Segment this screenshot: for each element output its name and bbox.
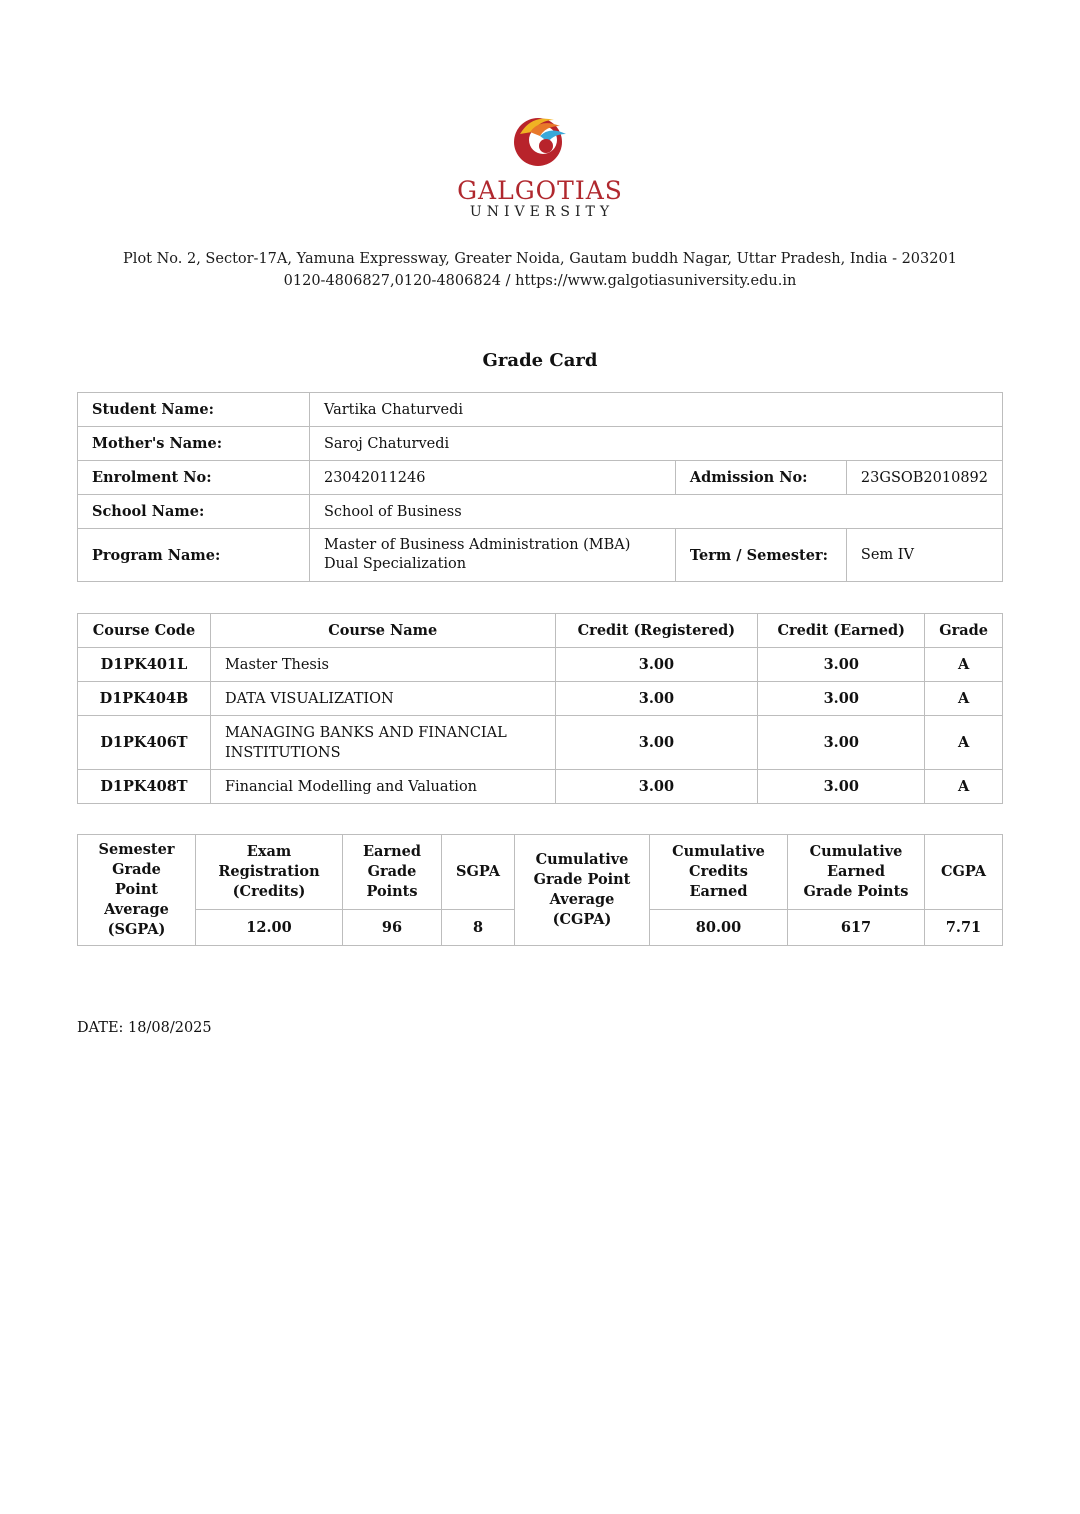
cgpa-header: CGPA xyxy=(925,835,1003,910)
label-line: Earned xyxy=(827,863,885,880)
gpa-summary-table xyxy=(77,834,1003,946)
label-line: Grade Points xyxy=(803,883,909,900)
label-line: Points xyxy=(366,883,418,900)
cgpa-block-label xyxy=(515,835,650,946)
table-row xyxy=(78,529,1003,582)
cumulative-credits-header xyxy=(650,835,788,910)
label-line: Registration xyxy=(218,863,320,880)
page-title: Grade Card xyxy=(482,350,598,371)
grade: A xyxy=(925,648,1003,682)
label-line: Average xyxy=(104,901,169,918)
label-line: (SGPA) xyxy=(107,921,166,938)
table-header-row xyxy=(78,835,1003,910)
credit-earned: 3.00 xyxy=(758,682,925,716)
course-code: D1PK408T xyxy=(78,770,211,804)
sgpa-header: SGPA xyxy=(442,835,515,910)
table-row xyxy=(78,770,1003,804)
contact-line: 0120-4806827,0120-4806824 / https://www.galgotiasuniversity.edu.in xyxy=(283,273,797,289)
term-label: Term / Semester: xyxy=(675,529,846,582)
label-line: (CGPA) xyxy=(552,911,612,928)
course-name xyxy=(210,716,555,770)
address-line: Plot No. 2, Sector-17A, Yamuna Expressway, Greater Noida, Gautam buddh Nagar, Uttar Pradesh, India - 203201 xyxy=(123,251,957,267)
exam-registration-credits: 12.00 xyxy=(196,910,343,946)
label-line: Exam xyxy=(246,843,292,860)
course-name: Master Thesis xyxy=(210,648,555,682)
label-line: Earned xyxy=(689,883,748,900)
table-row xyxy=(78,427,1003,461)
grade: A xyxy=(925,770,1003,804)
term-value: Sem IV xyxy=(846,529,1002,582)
student-name-value: Vartika Chaturvedi xyxy=(309,393,1002,427)
credit-earned: 3.00 xyxy=(758,648,925,682)
course-name-line: MANAGING BANKS AND FINANCIAL xyxy=(224,724,507,741)
course-code: D1PK404B xyxy=(78,682,211,716)
label-line: (Credits) xyxy=(232,883,306,900)
enrolment-label: Enrolment No: xyxy=(78,461,310,495)
column-header: Grade xyxy=(925,614,1003,648)
exam-registration-header xyxy=(196,835,343,910)
earned-grade-points-header xyxy=(343,835,442,910)
column-header: Credit (Earned) xyxy=(758,614,925,648)
column-header: Course Name xyxy=(210,614,555,648)
issue-date: DATE: 18/08/2025 xyxy=(77,1020,212,1036)
credit-earned: 3.00 xyxy=(758,716,925,770)
mother-name-label: Mother's Name: xyxy=(78,427,310,461)
logo-wordmark: GALGOTIAS xyxy=(457,176,623,205)
course-name-line: INSTITUTIONS xyxy=(224,744,341,761)
column-header: Credit (Registered) xyxy=(555,614,758,648)
credit-earned: 3.00 xyxy=(758,770,925,804)
table-header-row xyxy=(78,614,1003,648)
label-line: Credits xyxy=(689,863,748,880)
cumulative-credits-earned: 80.00 xyxy=(650,910,788,946)
credit-registered: 3.00 xyxy=(555,648,758,682)
credit-registered: 3.00 xyxy=(555,770,758,804)
admission-value: 23GSOB2010892 xyxy=(846,461,1002,495)
label-line: Point xyxy=(115,881,158,898)
logo-subtitle: UNIVERSITY xyxy=(469,204,615,220)
table-row xyxy=(78,648,1003,682)
school-value: School of Business xyxy=(309,495,1002,529)
cgpa-value: 7.71 xyxy=(925,910,1003,946)
program-label: Program Name: xyxy=(78,529,310,582)
sgpa-block-label xyxy=(78,835,196,946)
course-code: D1PK401L xyxy=(78,648,211,682)
label-line: Cumulative xyxy=(672,843,765,860)
mother-name-value: Saroj Chaturvedi xyxy=(309,427,1002,461)
label-line: Cumulative xyxy=(535,851,629,868)
earned-grade-points: 96 xyxy=(343,910,442,946)
sgpa-value: 8 xyxy=(442,910,515,946)
label-line: Grade Point xyxy=(533,871,631,888)
university-logo xyxy=(440,108,640,234)
table-row xyxy=(78,393,1003,427)
cumulative-earned-grade-points: 617 xyxy=(788,910,925,946)
label-line: Semester xyxy=(98,841,175,858)
student-name-label: Student Name: xyxy=(78,393,310,427)
course-name: DATA VISUALIZATION xyxy=(210,682,555,716)
table-row xyxy=(78,495,1003,529)
credit-registered: 3.00 xyxy=(555,682,758,716)
courses-table xyxy=(77,613,1003,804)
grade: A xyxy=(925,682,1003,716)
cumulative-grade-points-header xyxy=(788,835,925,910)
course-code: D1PK406T xyxy=(78,716,211,770)
course-name: Financial Modelling and Valuation xyxy=(210,770,555,804)
table-row xyxy=(78,716,1003,770)
column-header: Course Code xyxy=(78,614,211,648)
label-line: Earned xyxy=(363,843,421,860)
grade: A xyxy=(925,716,1003,770)
label-line: Cumulative xyxy=(809,843,903,860)
program-line: Master of Business Administration (MBA) xyxy=(323,537,631,553)
university-address xyxy=(0,248,1080,292)
label-line: Average xyxy=(549,891,615,908)
school-label: School Name: xyxy=(78,495,310,529)
student-info-table xyxy=(77,392,1003,582)
galgotias-emblem-icon xyxy=(510,108,570,168)
table-row xyxy=(78,682,1003,716)
label-line: Grade xyxy=(367,863,417,880)
program-line: Dual Specialization xyxy=(323,556,467,572)
enrolment-value: 23042011246 xyxy=(309,461,675,495)
program-value xyxy=(309,529,675,582)
table-row xyxy=(78,461,1003,495)
credit-registered: 3.00 xyxy=(555,716,758,770)
label-line: Grade xyxy=(112,861,161,878)
admission-label: Admission No: xyxy=(675,461,846,495)
